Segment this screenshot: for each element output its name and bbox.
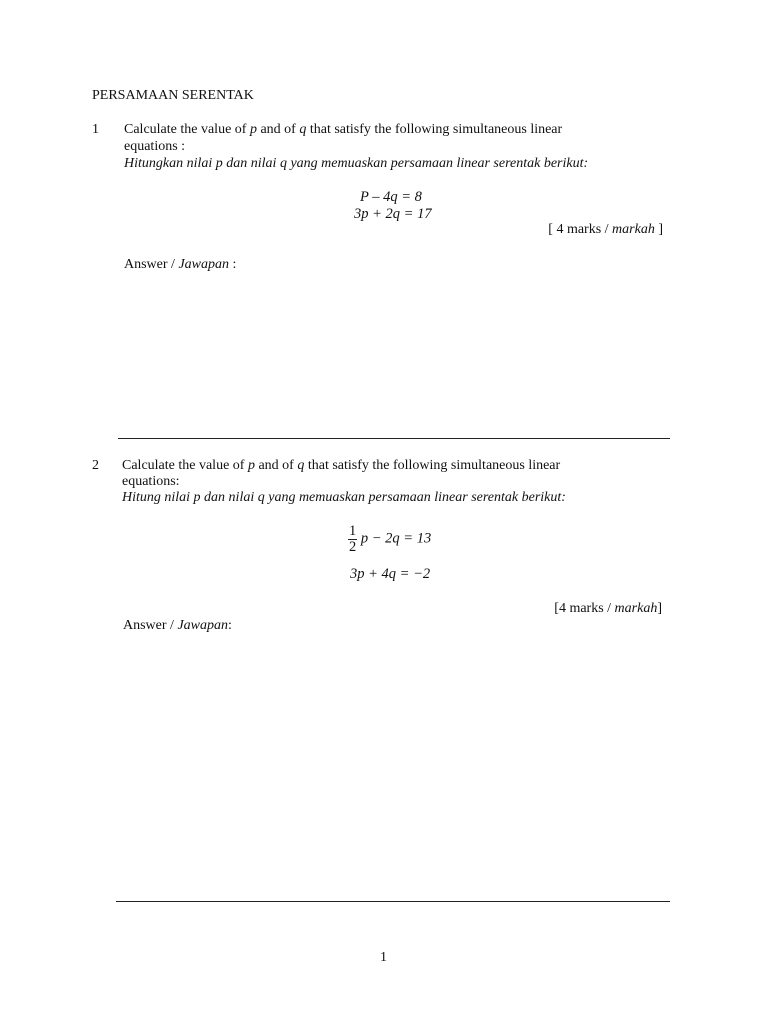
question-2-divider	[116, 901, 670, 902]
question-1-english-line1: Calculate the value of p and of q that satisfy the following simultaneous linear	[124, 122, 563, 137]
question-2-answer-label: Answer / Jawapan:	[123, 618, 232, 633]
question-2-english-line2: equations:	[122, 474, 180, 489]
question-1-answer-label: Answer / Jawapan :	[124, 257, 237, 272]
question-1-number: 1	[92, 122, 99, 137]
question-1-equation-1: P – 4q = 8	[360, 189, 422, 205]
question-2-equation-2: 3p + 4q = −2	[350, 566, 431, 582]
question-1-english-line2: equations :	[124, 139, 186, 154]
question-1-malay-line: Hitungkan nilai p dan nilai q yang memuaskan persamaan linear serentak berikut:	[124, 156, 589, 171]
question-1-divider	[118, 438, 670, 439]
question-2-english-line1: Calculate the value of p and of q that satisfy the following simultaneous linear	[122, 458, 561, 473]
question-2-equation-1: $\frac{1}{2}$ p − 2q = 13	[349, 523, 432, 555]
question-1-equation-2: 3p + 2q = 17	[354, 206, 432, 222]
fraction-one-half: $\frac{1}{2}$	[349, 523, 357, 555]
page-number: 1	[380, 950, 387, 965]
page-title: PERSAMAAN SERENTAK	[92, 88, 254, 103]
question-2-malay-line: Hitung nilai p dan nilai q yang memuaskan persamaan linear serentak berikut:	[122, 490, 566, 505]
question-1-marks: [ 4 marks / markah ]	[548, 222, 663, 237]
question-2-marks: [4 marks / markah]	[554, 601, 662, 616]
question-2-number: 2	[92, 458, 99, 473]
